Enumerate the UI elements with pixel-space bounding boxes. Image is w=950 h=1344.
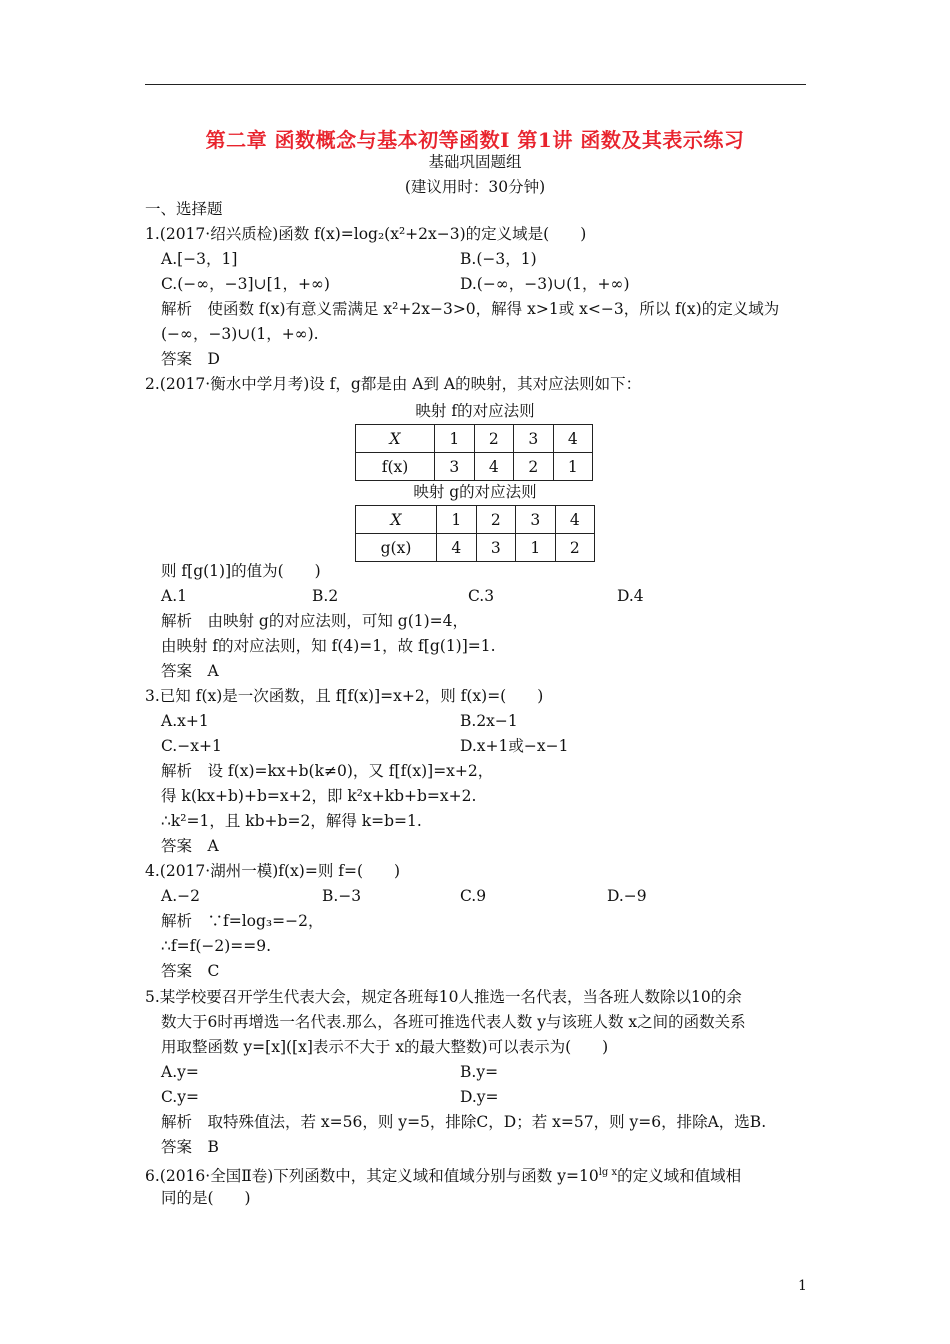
q3-answer: 答案 A	[161, 837, 219, 855]
q6-stem-line2: 同的是( )	[161, 1189, 251, 1207]
q5-option-d: D.y=	[460, 1088, 499, 1106]
table-cell: 4	[474, 453, 514, 481]
q1-solution-line1: 解析 使函数 f(x)有意义需满足 x²+2x−3>0，解得 x>1或 x<−3，所以 f(x)的定义域为	[161, 300, 780, 318]
table-row	[356, 425, 593, 453]
table-row	[356, 453, 593, 481]
q2-option-d: D.4	[617, 587, 644, 605]
q2-solution-line1: 解析 由映射 g的对应法则，可知 g(1)=4，	[161, 612, 469, 630]
table-cell: 2	[514, 453, 554, 481]
table-row	[356, 534, 595, 562]
q3-option-c: C.−x+1	[161, 737, 222, 755]
page-title: 第二章 函数概念与基本初等函数Ⅰ 第1讲 函数及其表示练习	[205, 128, 745, 152]
q2-answer: 答案 A	[161, 662, 219, 680]
group-heading: 基础巩固题组	[428, 153, 522, 171]
q4-option-c: C.9	[460, 887, 487, 905]
q1-option-c: C.(−∞，−3]∪[1，+∞)	[161, 275, 330, 293]
header-rule	[145, 84, 806, 85]
q3-solution-line3: ∴k²=1，且 kb+b=2，解得 k=b=1.	[161, 812, 422, 830]
q1-option-a: A.[−3，1]	[161, 250, 238, 268]
table-cell: 4	[555, 506, 595, 534]
table-cell: 1	[435, 425, 475, 453]
q4-solution-line2: ∴f=f(−2)==9.	[161, 937, 272, 955]
q2-caption-g: 映射 g的对应法则	[413, 483, 537, 501]
q2-caption-f: 映射 f的对应法则	[415, 402, 535, 420]
q3-stem: 3.已知 f(x)是一次函数，且 f[f(x)]=x+2，则 f(x)=( )	[145, 687, 544, 705]
q3-option-a: A.x+1	[161, 712, 209, 730]
q4-solution-line1: 解析 ∵f=log₃=−2，	[161, 912, 324, 930]
q2-option-a: A.1	[161, 587, 187, 605]
q5-answer: 答案 B	[161, 1138, 219, 1156]
q1-stem: 1.(2017·绍兴质检)函数 f(x)=log₂(x²+2x−3)的定义域是( )	[145, 225, 587, 243]
table-cell: 2	[474, 425, 514, 453]
q1-solution-line2: (−∞，−3)∪(1，+∞).	[161, 325, 319, 343]
q5-option-b: B.y=	[460, 1063, 499, 1081]
q3-option-d: D.x+1或−x−1	[460, 737, 569, 755]
table-cell: 4	[553, 425, 593, 453]
q4-answer: 答案 C	[161, 962, 220, 980]
table-cell: 2	[555, 534, 595, 562]
mapping-g-table	[355, 505, 595, 562]
q3-solution-line2: 得 k(kx+b)+b=x+2，即 k²x+kb+b=x+2.	[161, 787, 477, 805]
q6-stem-line1	[145, 1163, 741, 1186]
q3-option-b: B.2x−1	[460, 712, 518, 730]
table-cell: 4	[437, 534, 477, 562]
q5-stem-line2: 数大于6时再增选一名代表.那么，各班可推选代表人数 y与该班人数 x之间的函数关系	[161, 1013, 746, 1031]
q5-option-a: A.y=	[161, 1063, 199, 1081]
q1-option-d: D.(−∞，−3)∪(1，+∞)	[460, 275, 630, 293]
q2-stem: 2.(2017·衡水中学月考)设 f，g都是由 A到 A的映射，其对应法则如下：	[145, 375, 642, 393]
q1-answer: 答案 D	[161, 350, 220, 368]
q5-stem-line1: 5.某学校要召开学生代表大会，规定各班每10人推选一名代表，当各班人数除以10的余	[145, 988, 742, 1006]
time-note: (建议用时：30分钟)	[404, 178, 546, 196]
table-cell: 2	[476, 506, 516, 534]
q6-exponent: lg x	[598, 1167, 618, 1178]
section-heading: 一、选择题	[145, 200, 223, 218]
page-number: 1	[798, 1278, 807, 1294]
mapping-f-table	[355, 424, 593, 481]
table-cell: g(x)	[356, 534, 437, 562]
table-cell: X	[356, 506, 437, 534]
table-cell: 3	[516, 506, 556, 534]
q2-option-c: C.3	[468, 587, 495, 605]
q6-stem-start: 6.(2016·全国Ⅱ卷)下列函数中，其定义域和值域分别与函数 y=10	[145, 1167, 599, 1186]
q5-solution-line1: 解析 取特殊值法，若 x=56，则 y=5，排除C，D；若 x=57，则 y=6，排除A，选B.	[161, 1113, 767, 1131]
q6-stem-end: 的定义域和值域相	[617, 1167, 742, 1186]
q4-option-a: A.−2	[161, 887, 200, 905]
q2-solution-line2: 由映射 f的对应法则，知 f(4)=1，故 f[g(1)]=1.	[161, 637, 496, 655]
q4-option-d: D.−9	[607, 887, 647, 905]
q2-ask: 则 f[g(1)]的值为( )	[161, 562, 321, 580]
q5-option-c: C.y=	[161, 1088, 199, 1106]
table-cell: 3	[435, 453, 475, 481]
q4-stem: 4.(2017·湖州一模)f(x)=则 f=( )	[145, 862, 401, 880]
table-cell: 1	[437, 506, 477, 534]
table-cell: 1	[553, 453, 593, 481]
table-cell: 3	[476, 534, 516, 562]
q3-solution-line1: 解析 设 f(x)=kx+b(k≠0)，又 f[f(x)]=x+2，	[161, 762, 494, 780]
q4-option-b: B.−3	[322, 887, 362, 905]
q5-stem-line3: 用取整函数 y=[x]([x]表示不大于 x的最大整数)可以表示为( )	[161, 1038, 609, 1056]
table-cell: 3	[514, 425, 554, 453]
table-cell: X	[356, 425, 435, 453]
q2-option-b: B.2	[312, 587, 339, 605]
table-row	[356, 506, 595, 534]
table-cell: 1	[516, 534, 556, 562]
table-cell: f(x)	[356, 453, 435, 481]
q1-option-b: B.(−3，1)	[460, 250, 537, 268]
